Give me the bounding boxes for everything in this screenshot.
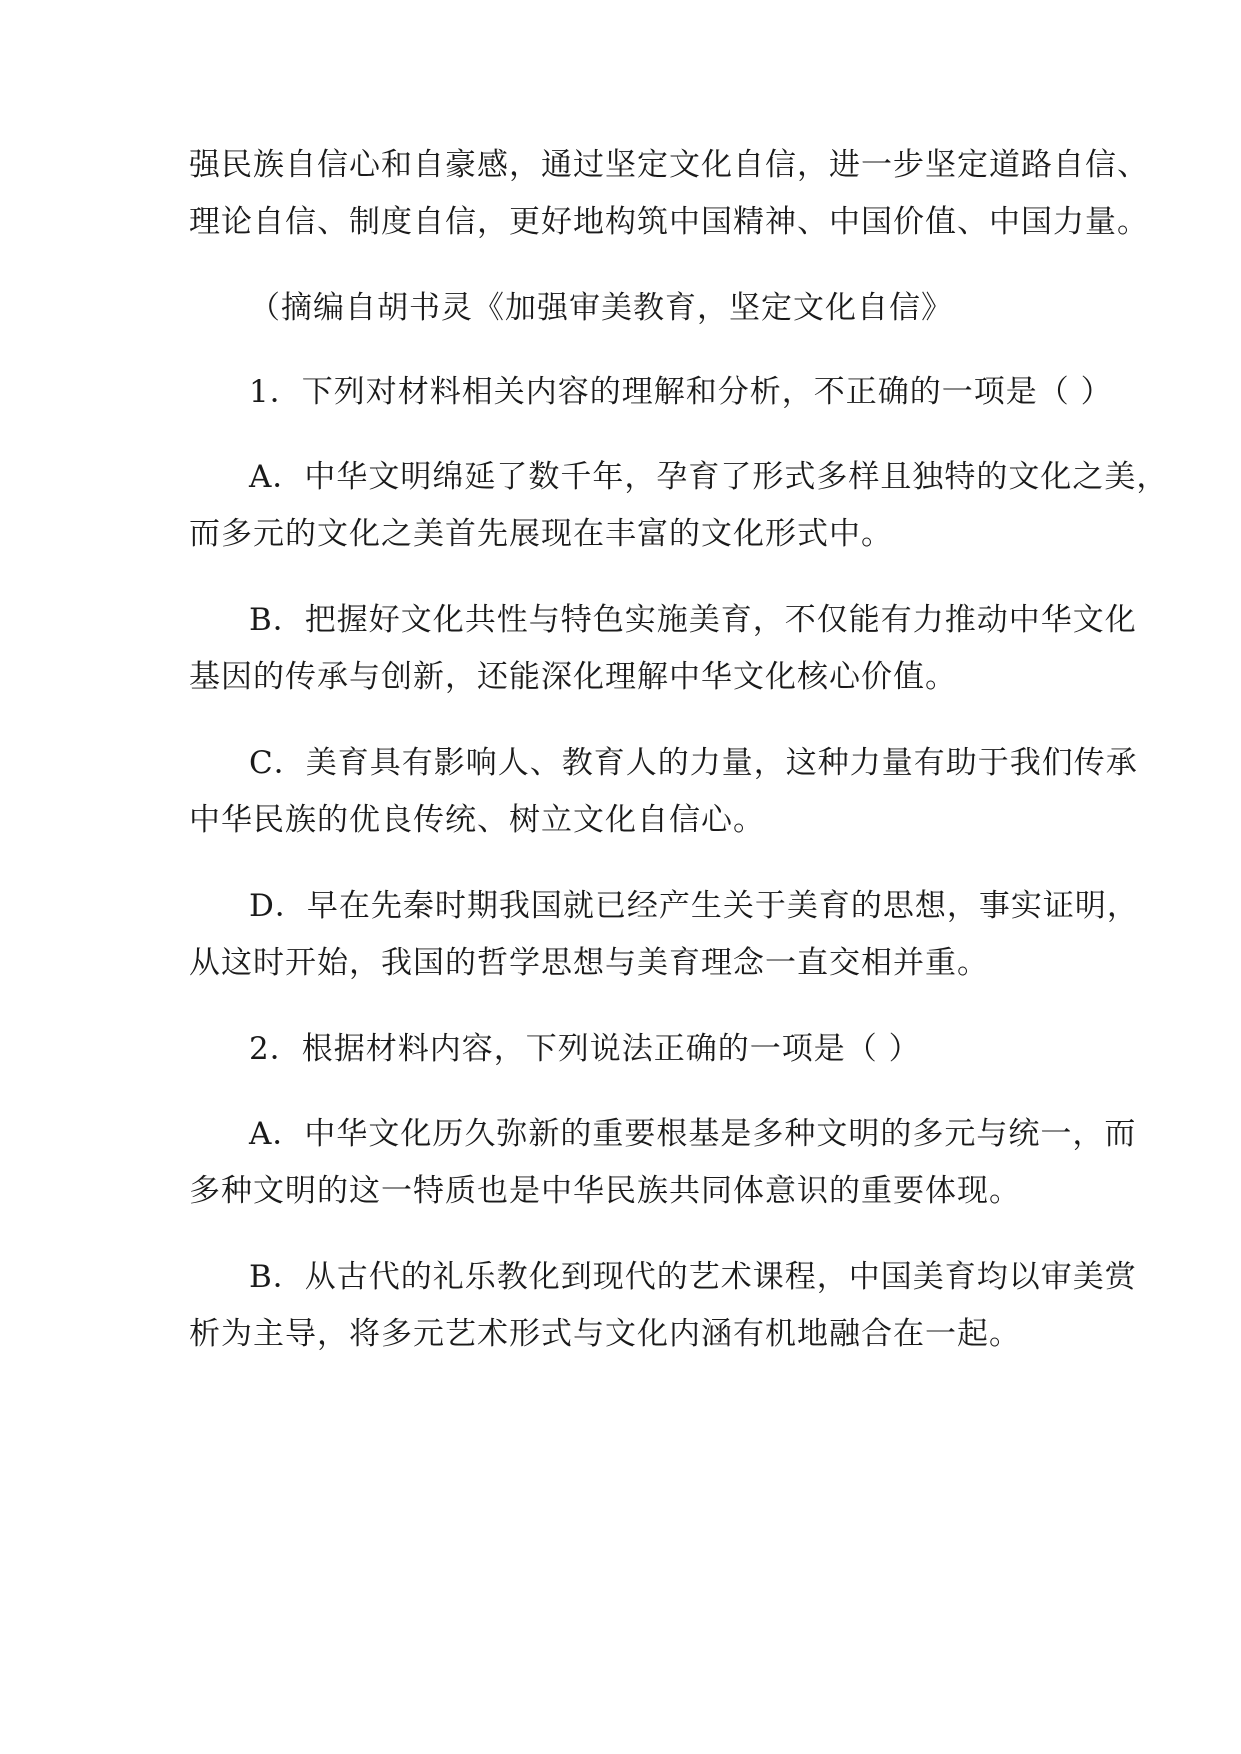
passage-line-2: 理论自信、制度自信，更好地构筑中国精神、中国价值、中国力量。 [189, 204, 1149, 240]
q1-option-a-line-1: A．中华文明绵延了数千年，孕育了形式多样且独特的文化之美， [249, 459, 1169, 495]
q1-option-d-line-1: D．早在先秦时期我国就已经产生关于美育的思想，事实证明， [249, 888, 1139, 924]
passage-line-1: 强民族自信心和自豪感，通过坚定文化自信，进一步坚定道路自信、 [189, 147, 1149, 183]
q1-option-b-line-1: B．把握好文化共性与特色实施美育，不仅能有力推动中华文化 [249, 602, 1137, 638]
q2-option-a-line-1: A．中华文化历久弥新的重要根基是多种文明的多元与统一，而 [249, 1116, 1137, 1152]
question-2-stem: 2．根据材料内容，下列说法正确的一项是（ ） [249, 1031, 921, 1067]
q1-option-b-line-2: 基因的传承与创新，还能深化理解中华文化核心价值。 [189, 659, 957, 695]
question-1-stem: 1．下列对材料相关内容的理解和分析，不正确的一项是（ ） [249, 374, 1113, 410]
q1-option-c-line-2: 中华民族的优良传统、树立文化自信心。 [189, 802, 765, 838]
q2-option-b-line-1: B．从古代的礼乐教化到现代的艺术课程，中国美育均以审美赏 [249, 1259, 1137, 1295]
q2-option-b-line-2: 析为主导，将多元艺术形式与文化内涵有机地融合在一起。 [189, 1316, 1021, 1352]
q1-option-d-line-2: 从这时开始，我国的哲学思想与美育理念一直交相并重。 [189, 945, 989, 981]
passage-source: （摘编自胡书灵《加强审美教育，坚定文化自信》 [249, 290, 953, 326]
q2-option-a-line-2: 多种文明的这一特质也是中华民族共同体意识的重要体现。 [189, 1173, 1021, 1209]
q1-option-c-line-1: C．美育具有影响人、教育人的力量，这种力量有助于我们传承 [249, 745, 1138, 781]
q1-option-a-line-2: 而多元的文化之美首先展现在丰富的文化形式中。 [189, 516, 893, 552]
